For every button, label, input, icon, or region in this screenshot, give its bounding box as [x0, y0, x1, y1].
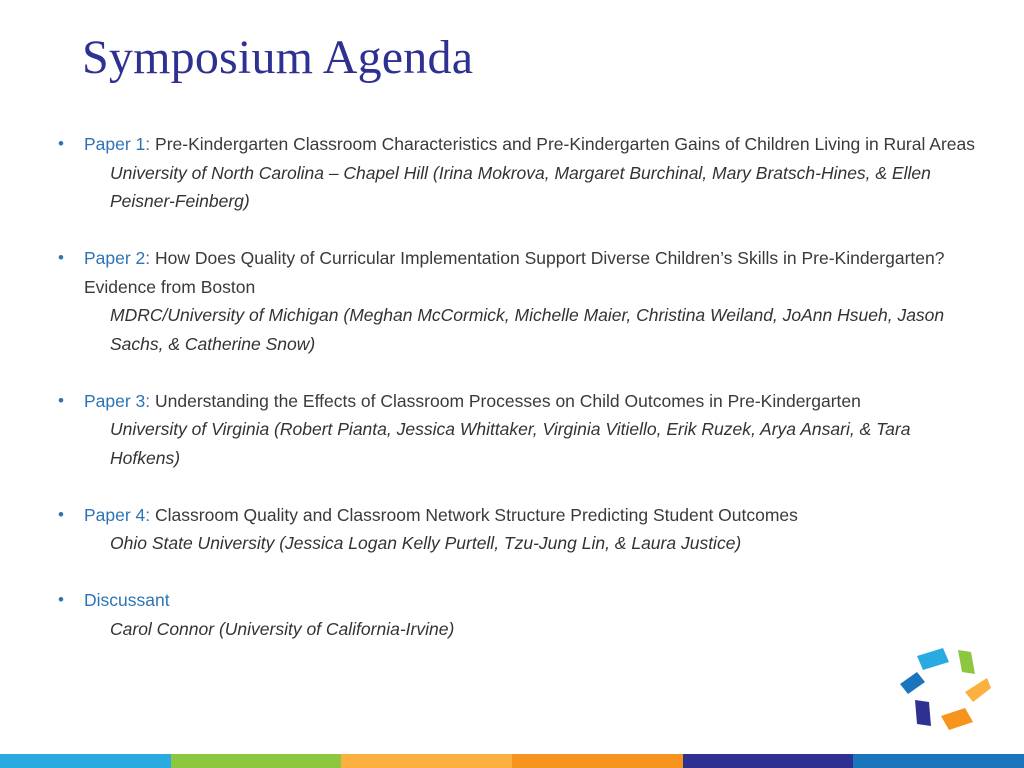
slide-title: Symposium Agenda — [82, 31, 474, 84]
agenda-item-title: Classroom Quality and Classroom Network Structure Predicting Student Outcomes — [150, 504, 798, 525]
bullet-icon: • — [58, 134, 64, 153]
agenda-item-discussant — [56, 586, 976, 643]
agenda-item-paper-1 — [56, 130, 976, 216]
logo-piece-orange — [941, 708, 973, 730]
agenda-item-authors: University of North Carolina – Chapel Hill (Irina Mokrova, Margaret Burchinal, Mary Bratsch-Hines, & Ellen Peisner-Feinberg) — [110, 162, 931, 211]
agenda-item-title: Pre-Kindergarten Classroom Characteristics and Pre-Kindergarten Gains of Children Living in Rural Areas — [150, 134, 975, 154]
logo-piece-green — [958, 650, 975, 674]
agenda-item-title: Understanding the Effects of Classroom Processes on Child Outcomes in Pre-Kindergarten — [150, 390, 861, 411]
agenda-item-label: Paper 2: — [84, 248, 151, 268]
agenda-list — [56, 130, 976, 643]
logo-piece-yellow — [965, 678, 991, 702]
bottom-bar-segment — [171, 754, 342, 768]
agenda-item-title-line — [84, 586, 976, 615]
agenda-item-paper-4 — [56, 501, 976, 558]
agenda-item-authors: Ohio State University (Jessica Logan Kelly Purtell, Tzu-Jung Lin, & Laura Justice) — [110, 533, 742, 553]
bullet-icon: • — [58, 390, 64, 410]
logo-piece-blue — [900, 672, 925, 694]
agenda-item-title-line — [84, 387, 976, 416]
logo-piece-navy — [915, 700, 931, 726]
bottom-color-bar — [0, 754, 1024, 768]
agenda-item-label: Discussant — [84, 590, 170, 610]
agenda-item-label: Paper 1: — [84, 134, 151, 154]
agenda-item-title-line — [84, 501, 976, 530]
bullet-icon: • — [58, 248, 64, 267]
bottom-bar-segment — [853, 754, 1024, 768]
agenda-item-authors: Carol Connor (University of California-Irvine) — [110, 618, 455, 639]
bullet-icon: • — [58, 504, 64, 524]
agenda-item-authors: University of Virginia (Robert Pianta, Jessica Whittaker, Virginia Vitiello, Erik Ruzek, Arya Ansari, & Tara Hofkens) — [110, 419, 911, 468]
agenda-item-paper-3 — [56, 387, 976, 473]
agenda-item-label: Paper 4: — [84, 504, 151, 525]
agenda-item-label: Paper 3: — [84, 390, 151, 411]
bottom-bar-segment — [512, 754, 683, 768]
agenda-item-title-line — [84, 130, 976, 159]
bottom-bar-segment — [0, 754, 171, 768]
bottom-bar-segment — [341, 754, 512, 768]
agenda-item-authors: MDRC/University of Michigan (Meghan McCormick, Michelle Maier, Christina Weiland, JoAnn Hsueh, Jason Sachs, & Catherine Snow) — [110, 305, 945, 354]
agenda-item-title: How Does Quality of Curricular Implementation Support Diverse Children’s Skills in Pre-Kindergarten? Evidence from Boston — [84, 248, 945, 297]
agenda-item-title-line — [84, 244, 976, 301]
pinwheel-logo-icon — [895, 642, 995, 734]
logo-piece-cyan — [917, 648, 949, 670]
bottom-bar-segment — [683, 754, 854, 768]
agenda-item-paper-2 — [56, 244, 976, 358]
bullet-icon: • — [58, 590, 64, 609]
